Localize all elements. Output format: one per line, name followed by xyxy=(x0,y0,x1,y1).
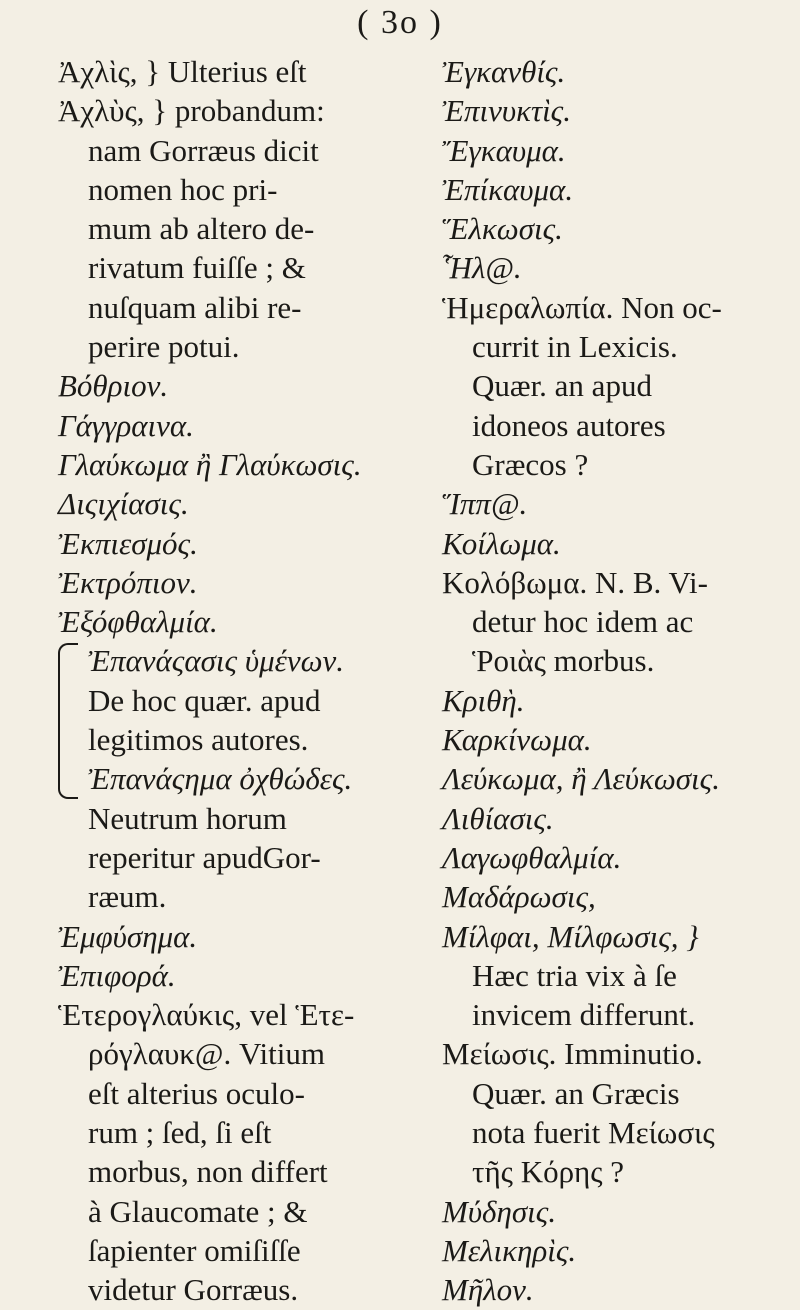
text-line: reperitur apudGor- xyxy=(88,839,321,875)
left-brace xyxy=(58,643,78,799)
text-line: Quær. an Græcis xyxy=(472,1075,680,1111)
text-line: Μύδησις. xyxy=(442,1193,557,1229)
text-line: Ἐξόφθαλμία. xyxy=(58,604,218,640)
text-line: ſapienter omiſiſſe xyxy=(88,1232,301,1268)
text-line: Græcos ? xyxy=(472,446,589,482)
text-line: Ἐγκανθίς. xyxy=(442,54,566,89)
bracketed-entry-group xyxy=(58,641,430,798)
text-line: detur hoc idem ac xyxy=(472,604,694,640)
page-number: ( 3o ) xyxy=(357,4,443,41)
text-line: rivatum fuiſſe ; & xyxy=(88,250,306,286)
text-line: Μείωσις. Imminutio. xyxy=(442,1036,703,1072)
text-line: Ἕλκωσις. xyxy=(442,211,563,247)
text-line: ρόγλαυκ@. Vitium xyxy=(88,1036,325,1072)
text-line: Κοίλωμα. xyxy=(442,525,561,561)
text-line: Μαδάρωσις, xyxy=(442,879,596,915)
text-line: Βόθριον. xyxy=(58,368,169,404)
text-line: videtur Gorræus. xyxy=(88,1272,299,1308)
text-line: Ἵππ@. xyxy=(442,486,528,522)
text-line: Ἀχλὶς, } Ulterius eſt xyxy=(58,54,307,89)
text-line: Ἐπινυκτὶς. xyxy=(442,93,572,129)
text-line: à Glaucomate ; & xyxy=(88,1193,308,1229)
text-line: Ἧλ@. xyxy=(442,250,522,286)
text-line: Ἡμεραλωπία. Non oc- xyxy=(442,289,722,325)
text-line: nomen hoc pri- xyxy=(88,171,278,207)
text-line: Καρκίνωμα. xyxy=(442,722,592,758)
text-line: nota fuerit Μείωσις xyxy=(472,1115,715,1151)
text-line: invicem differunt. xyxy=(472,997,696,1033)
text-line: Γάγγραινα. xyxy=(58,407,194,443)
text-line: τῆς Κόρης ? xyxy=(472,1154,625,1190)
text-line: legitimos autores. xyxy=(88,722,309,758)
text-line: Ἑτερογλαύκις, vel Ἑτε- xyxy=(58,997,355,1033)
left-column xyxy=(58,52,430,1310)
left-entries-after xyxy=(58,799,430,1310)
text-line: Ἐπανάςημα ὀχθώδες. xyxy=(88,761,353,797)
text-line: Μῆλον. xyxy=(442,1272,534,1308)
text-line: Ἐπίκαυμα. xyxy=(442,171,574,207)
text-line: rum ; ſed, ſi eſt xyxy=(88,1115,272,1151)
text-line: Ῥοιὰς morbus. xyxy=(472,643,655,679)
text-line: Hæc tria vix à ſe xyxy=(472,957,677,993)
text-line: Ἀχλὺς, } probandum: xyxy=(58,93,325,129)
text-line: perire potui. xyxy=(88,329,240,365)
text-line: morbus, non differt xyxy=(88,1154,328,1190)
left-entries xyxy=(58,52,430,641)
text-line: Λιθίασις. xyxy=(442,800,554,836)
text-line: Ἐκτρόπιον. xyxy=(58,564,198,600)
text-line: Neutrum horum xyxy=(88,800,287,836)
text-line: eſt alterius oculo- xyxy=(88,1075,305,1111)
text-line: Κολόβωμα. N. B. Vi- xyxy=(442,564,708,600)
text-line: nam Gorræus dicit xyxy=(88,132,319,168)
right-column xyxy=(442,52,782,1310)
text-line: Μίλφαι, Μίλφωσις, } xyxy=(442,918,699,954)
text-line: Διςιχίασις. xyxy=(58,486,189,522)
text-line: mum ab altero de- xyxy=(88,211,315,247)
text-line: Λαγωφθαλμία. xyxy=(442,839,622,875)
text-line: Λεύκωμα, ἢ Λεύκωσις. xyxy=(442,761,721,797)
text-line: idoneos autores xyxy=(472,407,666,443)
text-line: Ἐκπιεσμός. xyxy=(58,525,198,561)
text-line: Ἐπανάςασις ὑμένων. xyxy=(88,643,345,679)
text-line: Μελικηρὶς. xyxy=(442,1232,577,1268)
text-line: Ἐπιφορά. xyxy=(58,957,176,993)
text-line: currit in Lexicis. xyxy=(472,329,678,365)
text-line: ræum. xyxy=(88,879,167,915)
text-line: Quær. an apud xyxy=(472,368,652,404)
text-line: Κριθὴ. xyxy=(442,682,525,718)
text-line: De hoc quær. apud xyxy=(88,682,321,718)
text-line: Ἔγκαυμα. xyxy=(442,132,566,168)
text-line: Γλαύκωμα ἢ Γλαύκωσις. xyxy=(58,446,362,482)
text-line: Ἐμφύσημα. xyxy=(58,918,198,954)
text-line: nuſquam alibi re- xyxy=(88,289,302,325)
